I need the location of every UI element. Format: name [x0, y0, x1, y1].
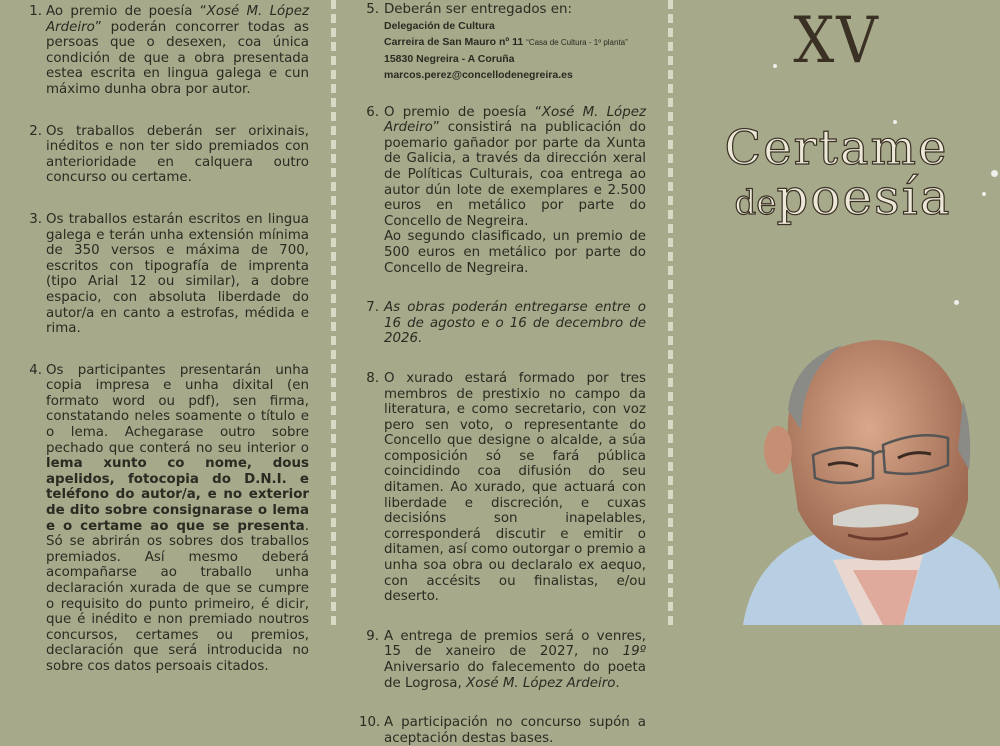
rule-9: 9. A entrega de premios será o venres, 15 de xaneiro de 2027, no 19º Aniversario do falecemento do poeta de Logrosa, Xosé M. López Ardeiro. [384, 629, 646, 691]
address-line: 15830 Negreira - A Coruña [384, 52, 515, 65]
rule-number: 1. [29, 4, 42, 19]
prize-name: Xosé M. López Ardeiro [46, 4, 310, 35]
rule-2 [29, 123, 309, 186]
rule-8 [366, 370, 646, 605]
cover-title-poesia-word: poesía [776, 168, 952, 226]
rule-text: O xurado estará formado por tres membros de prestixio no campo da literatura, e como secretario, con voz pero sen voto, o representante do Concello que designe o alcalde, a súa composición só se fará pública coincidindo coa difusión do seu ditamen. Ao xurado, que actuará con liberdade e discreción, e cuxas decisións son inapelables, corresponderá discutir e emitir o ditamen, así como outorgar o premio a unha soa obra ou declaralo ex aequo, con accésits ou finalistas, e/ou deserto. [384, 370, 646, 605]
cover-panel [673, 0, 1000, 625]
rule-text: . Só se abrirán os sobres dos traballos premiados. Así mesmo deberá acompañarse ao traballo unha declaración xurada de que se cumpre o requisito do punto primeiro, é dicir, que é inédito e non premiado noutros concursos, certames ou premios, declaración que será introducida no sobre cos datos persoais citados. [46, 518, 309, 674]
address-line: Carreira de San Mauro nº 11 “Casa de Cultura - 1º planta” [384, 35, 628, 48]
rule-text: Os traballos estarán escritos en lingua galega e terán unha extensión mínima de 350 versos e máxima de 700, escritos con tipografía de imprenta (tipo Arial 12 ou similar), a dobre espacio, con absoluta liberdade do autor/a en canto a estrofas, médida e rima. [46, 211, 309, 337]
rule-number: 9. [366, 628, 379, 644]
rule-text: O premio de poesía “ [384, 104, 542, 120]
contact-email: marcos.perez@concellodenegreira.es [384, 68, 573, 81]
rule-text: Deberán ser entregados en: [384, 2, 573, 17]
cover-title-certame: Certame [724, 120, 949, 176]
rule-6 [366, 104, 647, 277]
rule-text: A participación no concurso supón a aceptación destas bases. [384, 715, 646, 746]
rule-text: A entrega de premios será o venres, 15 de xaneiro de 2027, no [384, 628, 646, 660]
rule-number: 10. [359, 715, 381, 731]
rule-text: ” poderán concorrer todas as persoas que o desexen, coa única condición de que a obra presentada estea escrita en lingua galega e cun máximo dunha obra por autor. [46, 19, 309, 97]
rule-3 [29, 211, 309, 337]
rules-list-left [0, 0, 331, 675]
rule-text: Os traballos deberán ser orixinais, inéditos e non ter sido premiados con anterioridade en calquera outro concurso ou certame. [46, 123, 309, 186]
poet-name: Xosé M. López Ardeiro [466, 675, 616, 691]
rule-10 [359, 715, 646, 746]
rule-text: ” consistirá na publicación do poemario gañador por parte da Xunta de Galicia, a través da dirección xeral de Políticas Culturais, coa entrega ao autor dún lote de exemplares e 2.500 euros en metálico por parte do Concello de Negreira. [384, 120, 646, 229]
rule-5 [366, 2, 646, 83]
rule-number: 2. [29, 123, 42, 139]
rule-number: 5. [366, 2, 379, 17]
anniversary-ordinal: 19º [622, 644, 646, 660]
rules-panel-middle [336, 0, 668, 746]
rule-number: 6. [366, 104, 379, 120]
rule-bold-text: lema xunto co nome, dous apelidos, fotocopia do D.N.I. e teléfono do autor/a, e no exterior de dito sobre consignarase o lema e o certame ao que se presenta [46, 456, 309, 534]
delivery-address [384, 18, 646, 83]
rules-list-middle [336, 0, 668, 746]
address-note: “Casa de Cultura - 1º planta” [526, 37, 628, 47]
rule-text: Aniversario do falecemento do poeta de Logrosa, [384, 660, 646, 691]
rule-number: 8. [366, 370, 379, 386]
rule-number: 7. [366, 300, 379, 316]
prize-name: Xosé M. López Ardeiro [384, 104, 647, 136]
rule-text: Ao premio de poesía “ [46, 4, 207, 19]
rule-4 [29, 362, 309, 675]
paint-speck [982, 192, 986, 196]
cover-title-poesia [713, 168, 973, 226]
rule-text: Ao segundo clasificado, un premio de 500 euros en metálico por parte do Concello de Negreira. [384, 229, 646, 276]
rule-number: 3. [29, 211, 42, 227]
rule-number: 4. [29, 362, 42, 378]
address-line: Delegación de Cultura [384, 19, 495, 32]
rule-7 [366, 300, 646, 347]
paint-speck [954, 300, 959, 305]
rule-text: As obras poderán entregarse entre o 16 de agosto e o 16 de decembro de 2026. [384, 300, 646, 347]
rule-1 [29, 4, 310, 98]
cover-title-de: de [734, 183, 777, 223]
poet-portrait [733, 330, 1000, 625]
rules-panel-left [0, 0, 331, 674]
rule-text: Os participantes presentarán unha copia impresa e unha dixital (en formato word ou pdf), sen firma, constatando neles soamente o título e o lema. Achegarase outro sobre pechado que conterá no seu interior o [46, 362, 309, 456]
edition-number: XV [793, 4, 880, 78]
